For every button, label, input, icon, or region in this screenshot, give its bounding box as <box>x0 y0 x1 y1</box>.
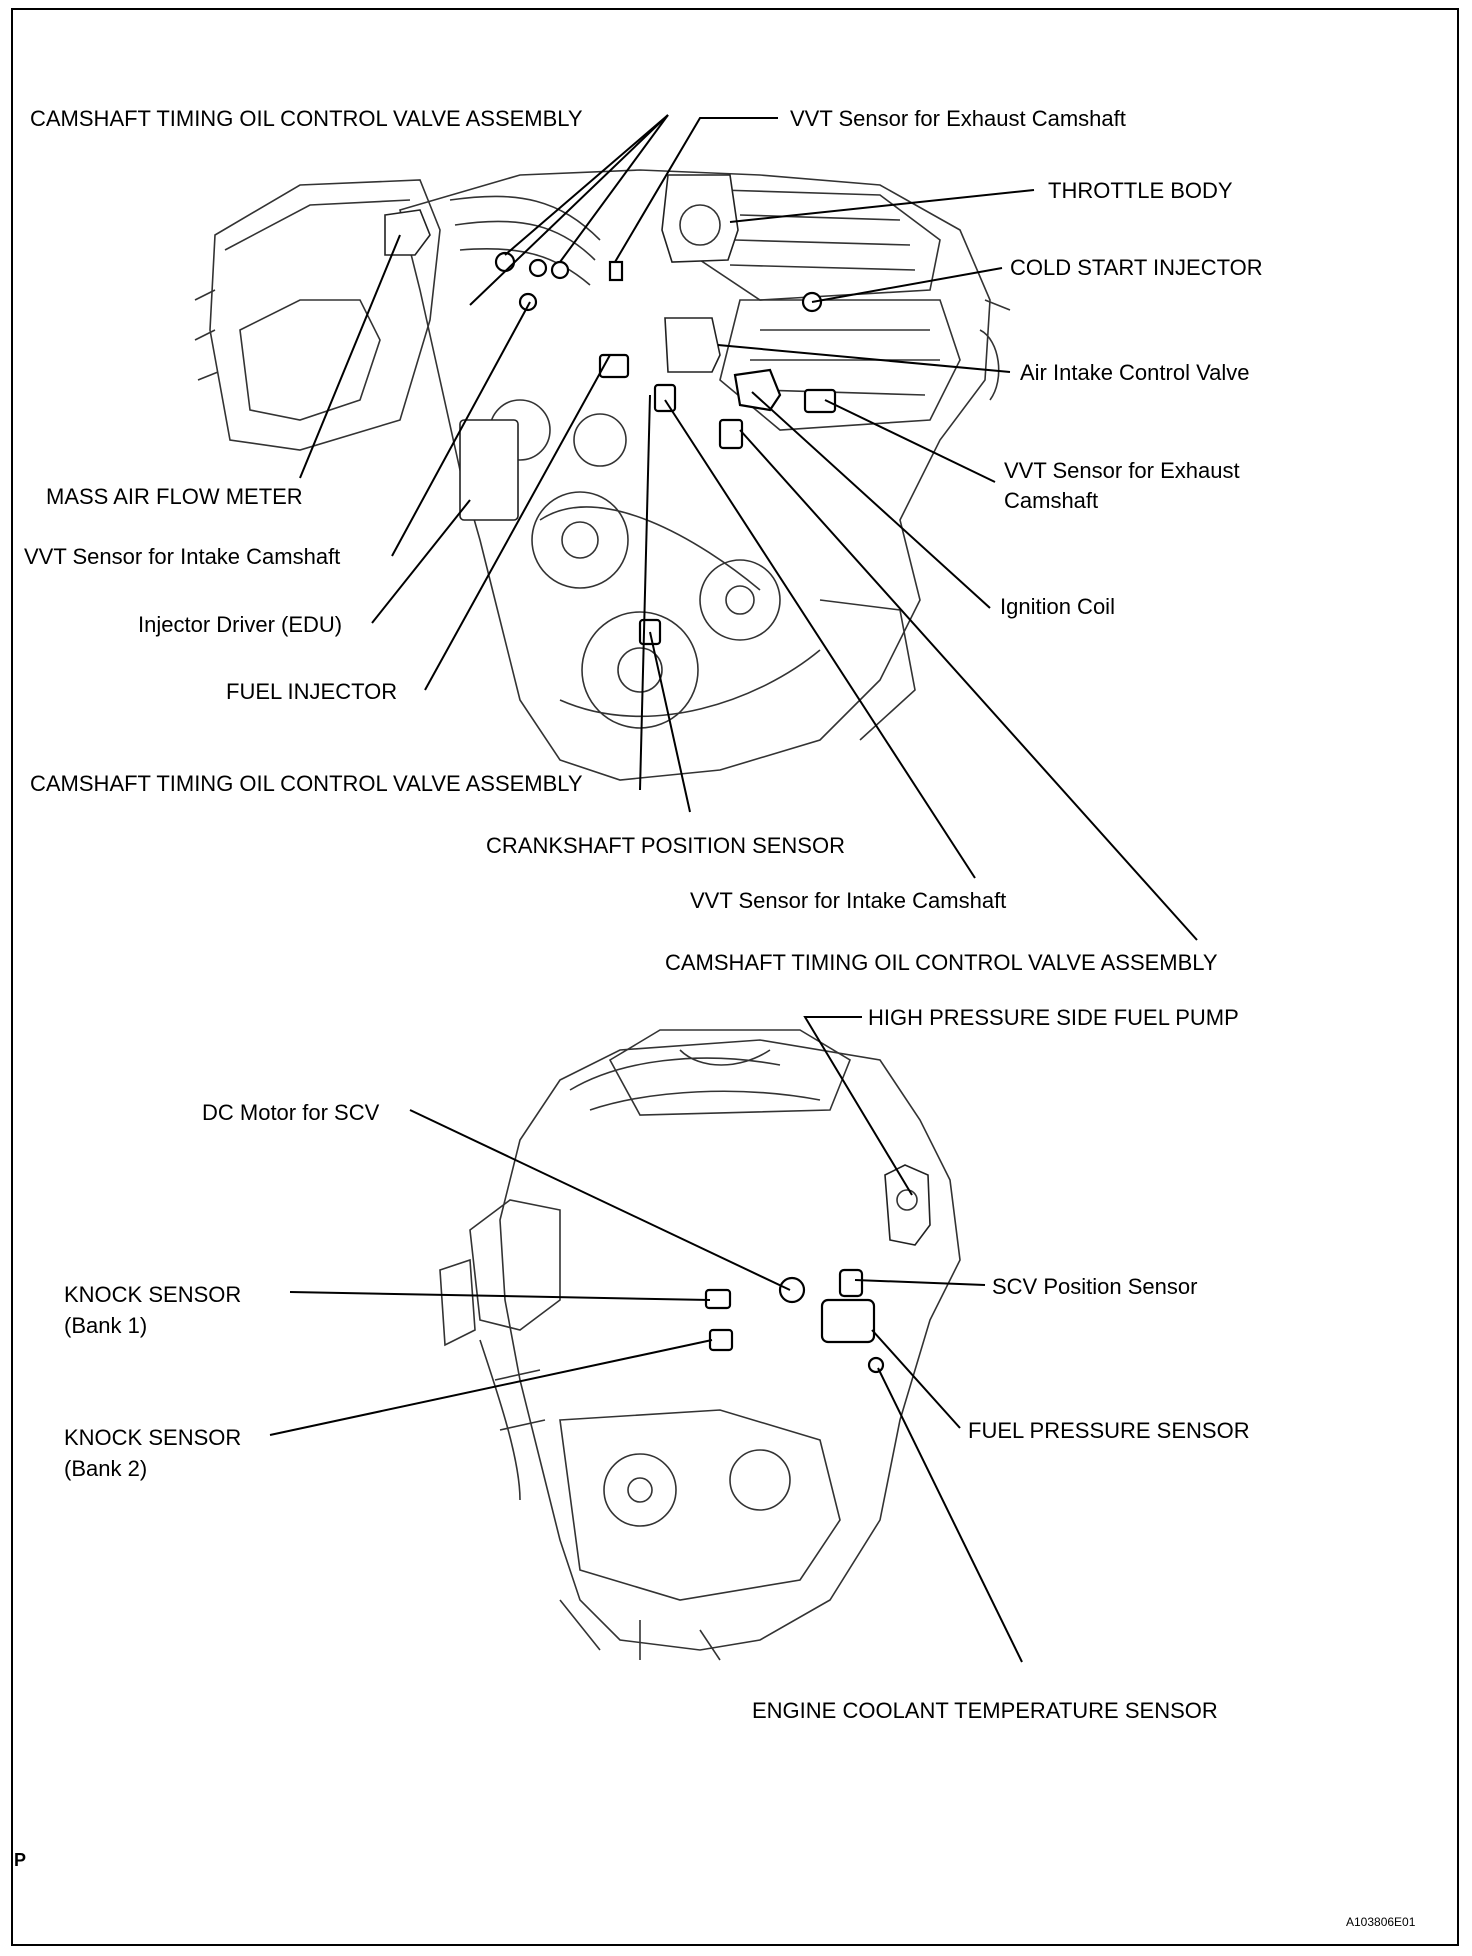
label-camshaft-ocv-top: CAMSHAFT TIMING OIL CONTROL VALVE ASSEMBLY <box>30 106 583 131</box>
label-camshaft-ocv-bottom: CAMSHAFT TIMING OIL CONTROL VALVE ASSEMBLY <box>665 950 1218 975</box>
label-fuel-injector: FUEL INJECTOR <box>226 679 398 704</box>
label-vvt-exhaust-top: VVT Sensor for Exhaust Camshaft <box>790 106 1126 131</box>
label-dc-motor-scv: DC Motor for SCV <box>202 1100 380 1125</box>
label-knock-sensor-bank2-line1: KNOCK SENSOR <box>64 1425 242 1450</box>
bottom-engine-illustration <box>440 1030 960 1660</box>
label-knock-sensor-bank1-line1: KNOCK SENSOR <box>64 1282 242 1307</box>
label-vvt-exhaust-right-line1: VVT Sensor for Exhaust <box>1004 458 1240 483</box>
label-throttle-body: THROTTLE BODY <box>1048 178 1233 203</box>
label-high-pressure-fuel-pump: HIGH PRESSURE SIDE FUEL PUMP <box>868 1005 1239 1030</box>
label-vvt-intake-center: VVT Sensor for Intake Camshaft <box>690 888 1007 913</box>
label-air-intake-control-valve: Air Intake Control Valve <box>1020 360 1250 385</box>
label-crankshaft-position-sensor: CRANKSHAFT POSITION SENSOR <box>486 833 845 858</box>
label-fuel-pressure-sensor: FUEL PRESSURE SENSOR <box>968 1418 1250 1443</box>
top-labels <box>24 106 1263 975</box>
label-engine-coolant-temp-sensor: ENGINE COOLANT TEMPERATURE SENSOR <box>752 1698 1218 1723</box>
label-injector-driver: Injector Driver (EDU) <box>138 612 343 637</box>
top-leader-lines <box>300 115 1197 940</box>
label-vvt-intake-left: VVT Sensor for Intake Camshaft <box>24 544 341 569</box>
page-marker: P <box>14 1850 27 1870</box>
label-mass-air-flow-meter: MASS AIR FLOW METER <box>46 484 303 509</box>
bottom-leader-lines <box>270 1017 1022 1662</box>
figure-id: A103806E01 <box>1346 1915 1416 1929</box>
label-knock-sensor-bank1-line2: (Bank 1) <box>64 1313 148 1338</box>
label-cold-start-injector: COLD START INJECTOR <box>1010 255 1263 280</box>
label-knock-sensor-bank2-line2: (Bank 2) <box>64 1456 148 1481</box>
label-camshaft-ocv-left: CAMSHAFT TIMING OIL CONTROL VALVE ASSEMBLY <box>30 771 583 796</box>
bottom-labels <box>64 1005 1250 1723</box>
label-scv-position-sensor: SCV Position Sensor <box>992 1274 1198 1299</box>
label-vvt-exhaust-right-line2: Camshaft <box>1004 488 1099 513</box>
label-ignition-coil: Ignition Coil <box>1000 594 1115 619</box>
